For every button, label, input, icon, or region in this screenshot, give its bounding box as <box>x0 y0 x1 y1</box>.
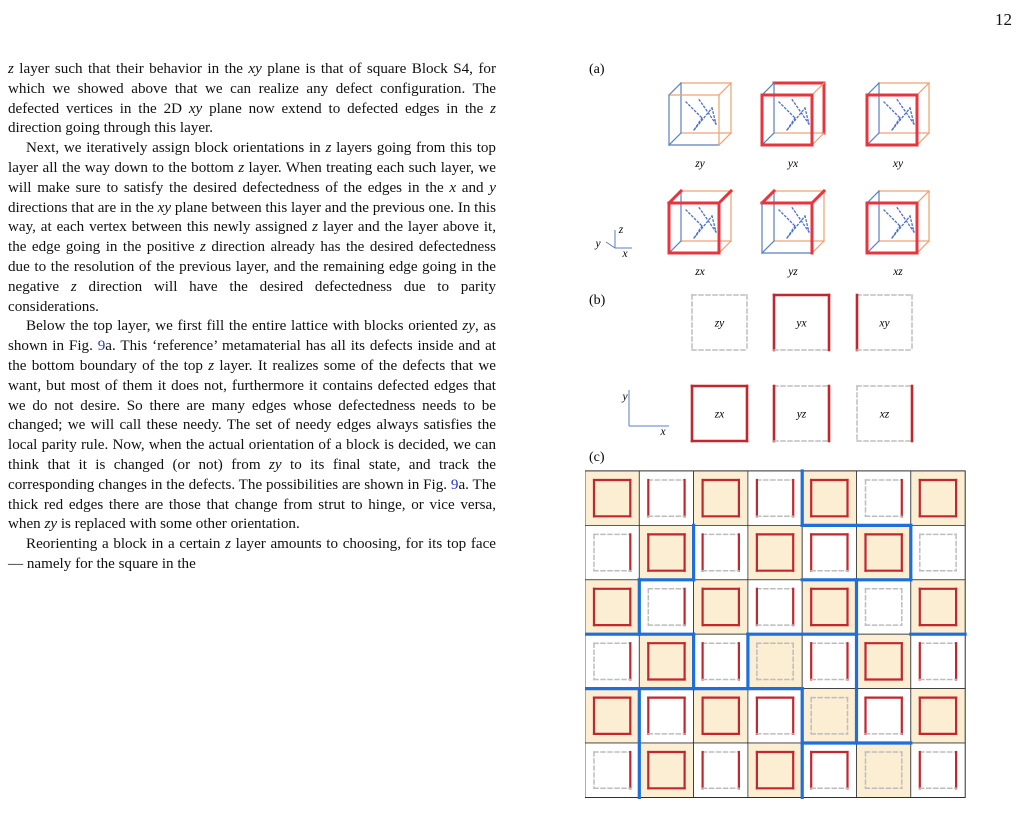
cube-edge <box>762 241 774 253</box>
cube-label: zy <box>695 158 705 170</box>
math-symbol: z <box>238 159 245 176</box>
cube-zx <box>669 191 731 278</box>
lattice-cell <box>857 689 911 743</box>
cube-xy <box>867 83 929 170</box>
axis-label-y: y <box>622 391 628 403</box>
internal-dots <box>787 118 795 130</box>
math-symbol: zy <box>462 318 475 335</box>
paragraph: z layer such that their behavior in the xy plane is that of square Block S4, for which we showed above that we can realize any defect configuration. The defected vertices in the 2D xy plane now extend to defected edges in the z direction going through this layer. <box>8 61 496 137</box>
cell-bg <box>802 689 856 743</box>
lattice-cell <box>694 471 748 525</box>
cube-label: yx <box>787 158 799 170</box>
figure-9 <box>585 58 990 828</box>
lattice-cell <box>911 634 965 688</box>
square-label: yz <box>796 408 807 421</box>
lattice-cell <box>802 634 856 688</box>
panel-b-label: (b) <box>589 293 606 308</box>
lattice-cell <box>585 471 639 525</box>
page-number: 12 <box>995 10 1012 29</box>
internal-dots <box>892 226 900 238</box>
lattice-cell <box>911 471 965 525</box>
cube-yz <box>762 191 824 278</box>
cube-edge <box>762 191 774 203</box>
math-symbol: xy <box>188 100 203 117</box>
cube-edge <box>917 83 929 95</box>
internal-dots <box>791 206 809 232</box>
lattice-cell <box>639 580 693 634</box>
square-label: yx <box>796 317 807 330</box>
cube-edge <box>867 191 879 203</box>
lattice-cell <box>911 743 965 797</box>
cube-edge <box>917 241 929 253</box>
lattice-cell <box>911 580 965 634</box>
lattice-cell <box>748 634 802 688</box>
lattice-cell <box>639 471 693 525</box>
internal-dots <box>694 216 712 238</box>
lattice-cell <box>911 689 965 743</box>
panel-c-label: (c) <box>589 450 605 465</box>
lattice-cell <box>585 525 639 579</box>
math-symbol: z <box>70 278 77 295</box>
square-zx <box>692 386 747 441</box>
math-symbol: z <box>208 357 215 374</box>
lattice-cell <box>911 525 965 579</box>
square-label: xz <box>879 408 890 421</box>
math-symbol: x <box>449 179 457 196</box>
axes-b <box>621 390 669 438</box>
math-symbol: y <box>489 179 496 196</box>
cube-edge <box>867 241 879 253</box>
internal-dots <box>712 216 716 232</box>
axis-label-y: y <box>595 238 601 250</box>
cube-edge <box>812 241 824 253</box>
internal-dots <box>791 98 809 124</box>
lattice-cell <box>748 689 802 743</box>
math-symbol: xy <box>248 61 262 77</box>
lattice-cell <box>585 634 639 688</box>
cube-edge <box>669 241 681 253</box>
cube-edge <box>867 83 879 95</box>
square-label: xy <box>879 317 890 330</box>
cube-label: zx <box>695 266 705 278</box>
square-yz <box>774 386 829 441</box>
cube-edge <box>917 133 929 145</box>
internal-dots <box>787 216 805 238</box>
internal-dots <box>694 226 702 238</box>
cube-edge <box>719 191 731 203</box>
figure-ref-link[interactable]: 9 <box>450 476 459 493</box>
cube-edge <box>812 83 824 95</box>
internal-dots <box>910 216 914 232</box>
internal-dots <box>779 102 795 118</box>
cell-bg <box>857 580 911 634</box>
lattice-cell <box>639 689 693 743</box>
lattice-cell <box>585 743 639 797</box>
lattice-cell <box>694 743 748 797</box>
lattice-cell <box>585 580 639 634</box>
math-symbol: zy <box>269 456 282 473</box>
cube-edge <box>669 133 681 145</box>
internal-dots <box>805 216 809 232</box>
lattice-cell <box>748 743 802 797</box>
lattice-cell <box>802 689 856 743</box>
internal-dots <box>896 98 914 124</box>
lattice-cell <box>694 689 748 743</box>
lattice-cell <box>802 471 856 525</box>
cube-edge <box>812 191 824 203</box>
face-projections <box>692 295 912 441</box>
internal-dots <box>712 108 716 124</box>
lattice-cell <box>694 525 748 579</box>
internal-dots <box>884 210 900 226</box>
square-yx <box>774 295 829 350</box>
lattice-cell <box>802 743 856 797</box>
cube-edge <box>867 133 879 145</box>
lattice-cell <box>639 634 693 688</box>
axis-label-x: x <box>622 248 628 260</box>
math-symbol: z <box>312 219 318 236</box>
cube-label: yz <box>788 266 798 278</box>
internal-dots <box>892 216 910 238</box>
cube-edge <box>669 191 681 203</box>
cube-edge <box>812 133 824 145</box>
lattice-grid <box>585 471 965 797</box>
lattice-cell <box>639 525 693 579</box>
internal-dots <box>896 206 914 232</box>
body-text <box>8 60 496 575</box>
figure-ref-link[interactable]: 9 <box>97 338 106 355</box>
lattice-cell <box>694 580 748 634</box>
math-symbol: z <box>200 239 206 256</box>
cube-edge <box>719 83 731 95</box>
lattice-cell <box>857 525 911 579</box>
math-symbol: zy <box>44 516 58 533</box>
cube-label: xy <box>892 158 904 170</box>
lattice-cell <box>748 525 802 579</box>
axis-label-z: z <box>618 224 624 236</box>
cube-edge <box>762 133 774 145</box>
cube-xz <box>867 191 929 278</box>
internal-dots <box>686 210 702 226</box>
lattice-cell <box>857 580 911 634</box>
y-axis <box>606 242 615 248</box>
cube-orientations <box>669 83 929 278</box>
internal-dots <box>884 102 900 118</box>
cube-yx <box>762 83 824 170</box>
lattice-cell <box>802 525 856 579</box>
axes-a <box>594 224 632 260</box>
internal-dots <box>694 108 712 130</box>
cube-edge <box>669 83 681 95</box>
cell-bg <box>748 634 802 688</box>
internal-dots <box>787 108 805 130</box>
cell-bg <box>857 743 911 797</box>
internal-dots <box>787 226 795 238</box>
internal-dots <box>686 102 702 118</box>
paragraph: Next, we iteratively assign block orientations in z layers going from this top layer all the way down to the bottom z layer. When treating each such layer, we will make sure to satisfy the desired defectedness of the edges in the x and y directions that are in the xy plane between this layer and the previous one. In this way, at each vertex between this newly assigned z layer and the layer above it, the edge going in the positive z direction already has the desired defectedness due to the resolution of the previous layer, and the remaining edge going in the negative z direction will have the desired defectedness due to parity considerations. <box>8 140 497 315</box>
lattice-cell <box>802 580 856 634</box>
lattice-cell <box>748 471 802 525</box>
lattice-cell <box>857 471 911 525</box>
paragraph: Below the top layer, we first fill the entire lattice with blocks oriented zy, as shown in Fig. 9a. This ‘reference’ metamaterial has all its defects inside and at the bottom boundary of the top z layer. It realizes some of the defects that we want, but most of them it does not, furthermore it contains defected edges that we do not desire. So there are many edges whose defectedness needs to be changed; we will call these needy. The set of needy edges always satisfies the local parity rule. Now, when the actual orientation of a block is decided, we can think that it is changed (or not) from zy to its final state, and track the corresponding changes in the defects. The possibilities are shown in Fig. 9a. The thick red edges there are those that change from strut to hinge, or vice versa, when zy is replaced with some other orientation. <box>8 318 497 533</box>
cube-edge <box>917 191 929 203</box>
lattice-cell <box>585 689 639 743</box>
cube-edge <box>719 241 731 253</box>
internal-dots <box>694 118 702 130</box>
paragraph: Reorienting a block in a certain z layer amounts to choosing, for its top face — namely for the square in the <box>8 536 496 572</box>
math-symbol: z <box>490 100 496 117</box>
square-zy <box>692 295 747 350</box>
lattice-cell <box>857 743 911 797</box>
cell-bg <box>911 525 965 579</box>
internal-dots <box>892 118 900 130</box>
math-symbol: z <box>225 536 231 553</box>
internal-dots <box>910 108 914 124</box>
internal-dots <box>805 108 809 124</box>
lattice-cell <box>694 634 748 688</box>
lattice-cell <box>857 634 911 688</box>
square-label: zx <box>714 408 725 421</box>
math-symbol: xy <box>157 199 172 216</box>
square-label: zy <box>714 317 725 330</box>
internal-dots <box>698 206 716 232</box>
cube-edge <box>719 133 731 145</box>
cube-zy <box>669 83 731 170</box>
math-symbol: z <box>8 61 14 77</box>
panel-a-label: (a) <box>589 62 605 77</box>
cube-label: xz <box>893 266 903 278</box>
lattice-cell <box>639 743 693 797</box>
internal-dots <box>779 210 795 226</box>
cube-edge <box>762 83 774 95</box>
math-symbol: z <box>325 140 332 157</box>
internal-dots <box>698 98 716 124</box>
square-xy <box>857 295 912 350</box>
internal-dots <box>892 108 910 130</box>
square-xz <box>857 386 912 441</box>
axis-label-x: x <box>660 426 666 438</box>
lattice-cell <box>748 580 802 634</box>
